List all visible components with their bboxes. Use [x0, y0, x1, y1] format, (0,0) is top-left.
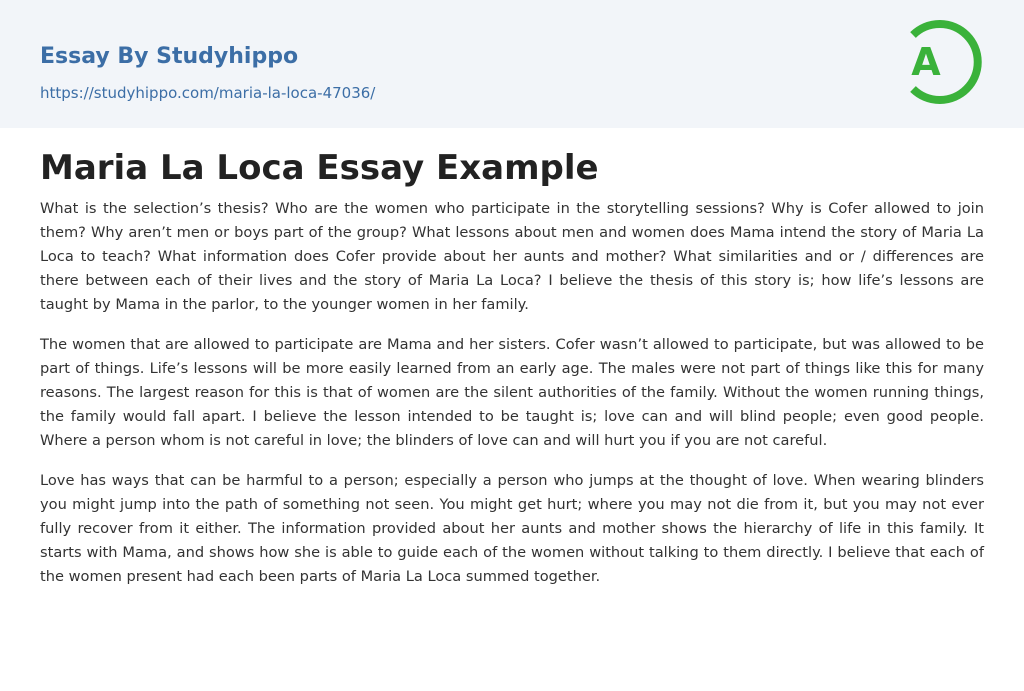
logo-letter: A: [911, 40, 941, 84]
article: [0, 128, 1024, 589]
paragraph-1: What is the selection’s thesis? Who are the women who participate in the storytelling sessions? Why is Cofer allowed to join them? Why aren’t men or boys part of the group? What lessons about men and women does Mama intend the story of Maria La Loca to teach? What information does Cofer provide about her aunts and mother? What similarities and or / differences are there between each of their lives and the story of Maria La Loca? I believe the thesis of this story is; how life’s lessons are taught by Mama in the parlor, to the younger women in her family.: [40, 200, 984, 313]
site-header: [0, 0, 1024, 128]
studyhippo-logo-icon[interactable]: [898, 19, 984, 105]
site-brand[interactable]: Essay By Studyhippo: [40, 44, 299, 69]
page-title: Maria La Loca Essay Example: [40, 148, 599, 188]
essay-url-link[interactable]: https://studyhippo.com/maria-la-loca-47036/: [40, 84, 376, 102]
paragraph-3: Love has ways that can be harmful to a person; especially a person who jumps at the thought of love. When wearing blinders you might jump into the path of something not seen. You might get hurt; where you may not die from it, but you may not ever fully recover from it either. The information provided about her aunts and mother shows the hierarchy of life in this family. It starts with Mama, and shows how she is able to guide each of the women without talking to them directly. I believe that each of the women present had each been parts of Maria La Loca summed together.: [40, 472, 984, 585]
paragraph-2: The women that are allowed to participate are Mama and her sisters. Cofer wasn’t allowed to participate, but was allowed to be part of things. Life’s lessons will be more easily learned from an early age. The males were not part of things like this for many reasons. The largest reason for this is that of women are the silent authorities of the family. Without the women running things, the family would fall apart. I believe the lesson intended to be taught is; love can and will blind people; even good people. Where a person whom is not careful in love; the blinders of love can and will hurt you if you are not careful.: [40, 336, 984, 449]
